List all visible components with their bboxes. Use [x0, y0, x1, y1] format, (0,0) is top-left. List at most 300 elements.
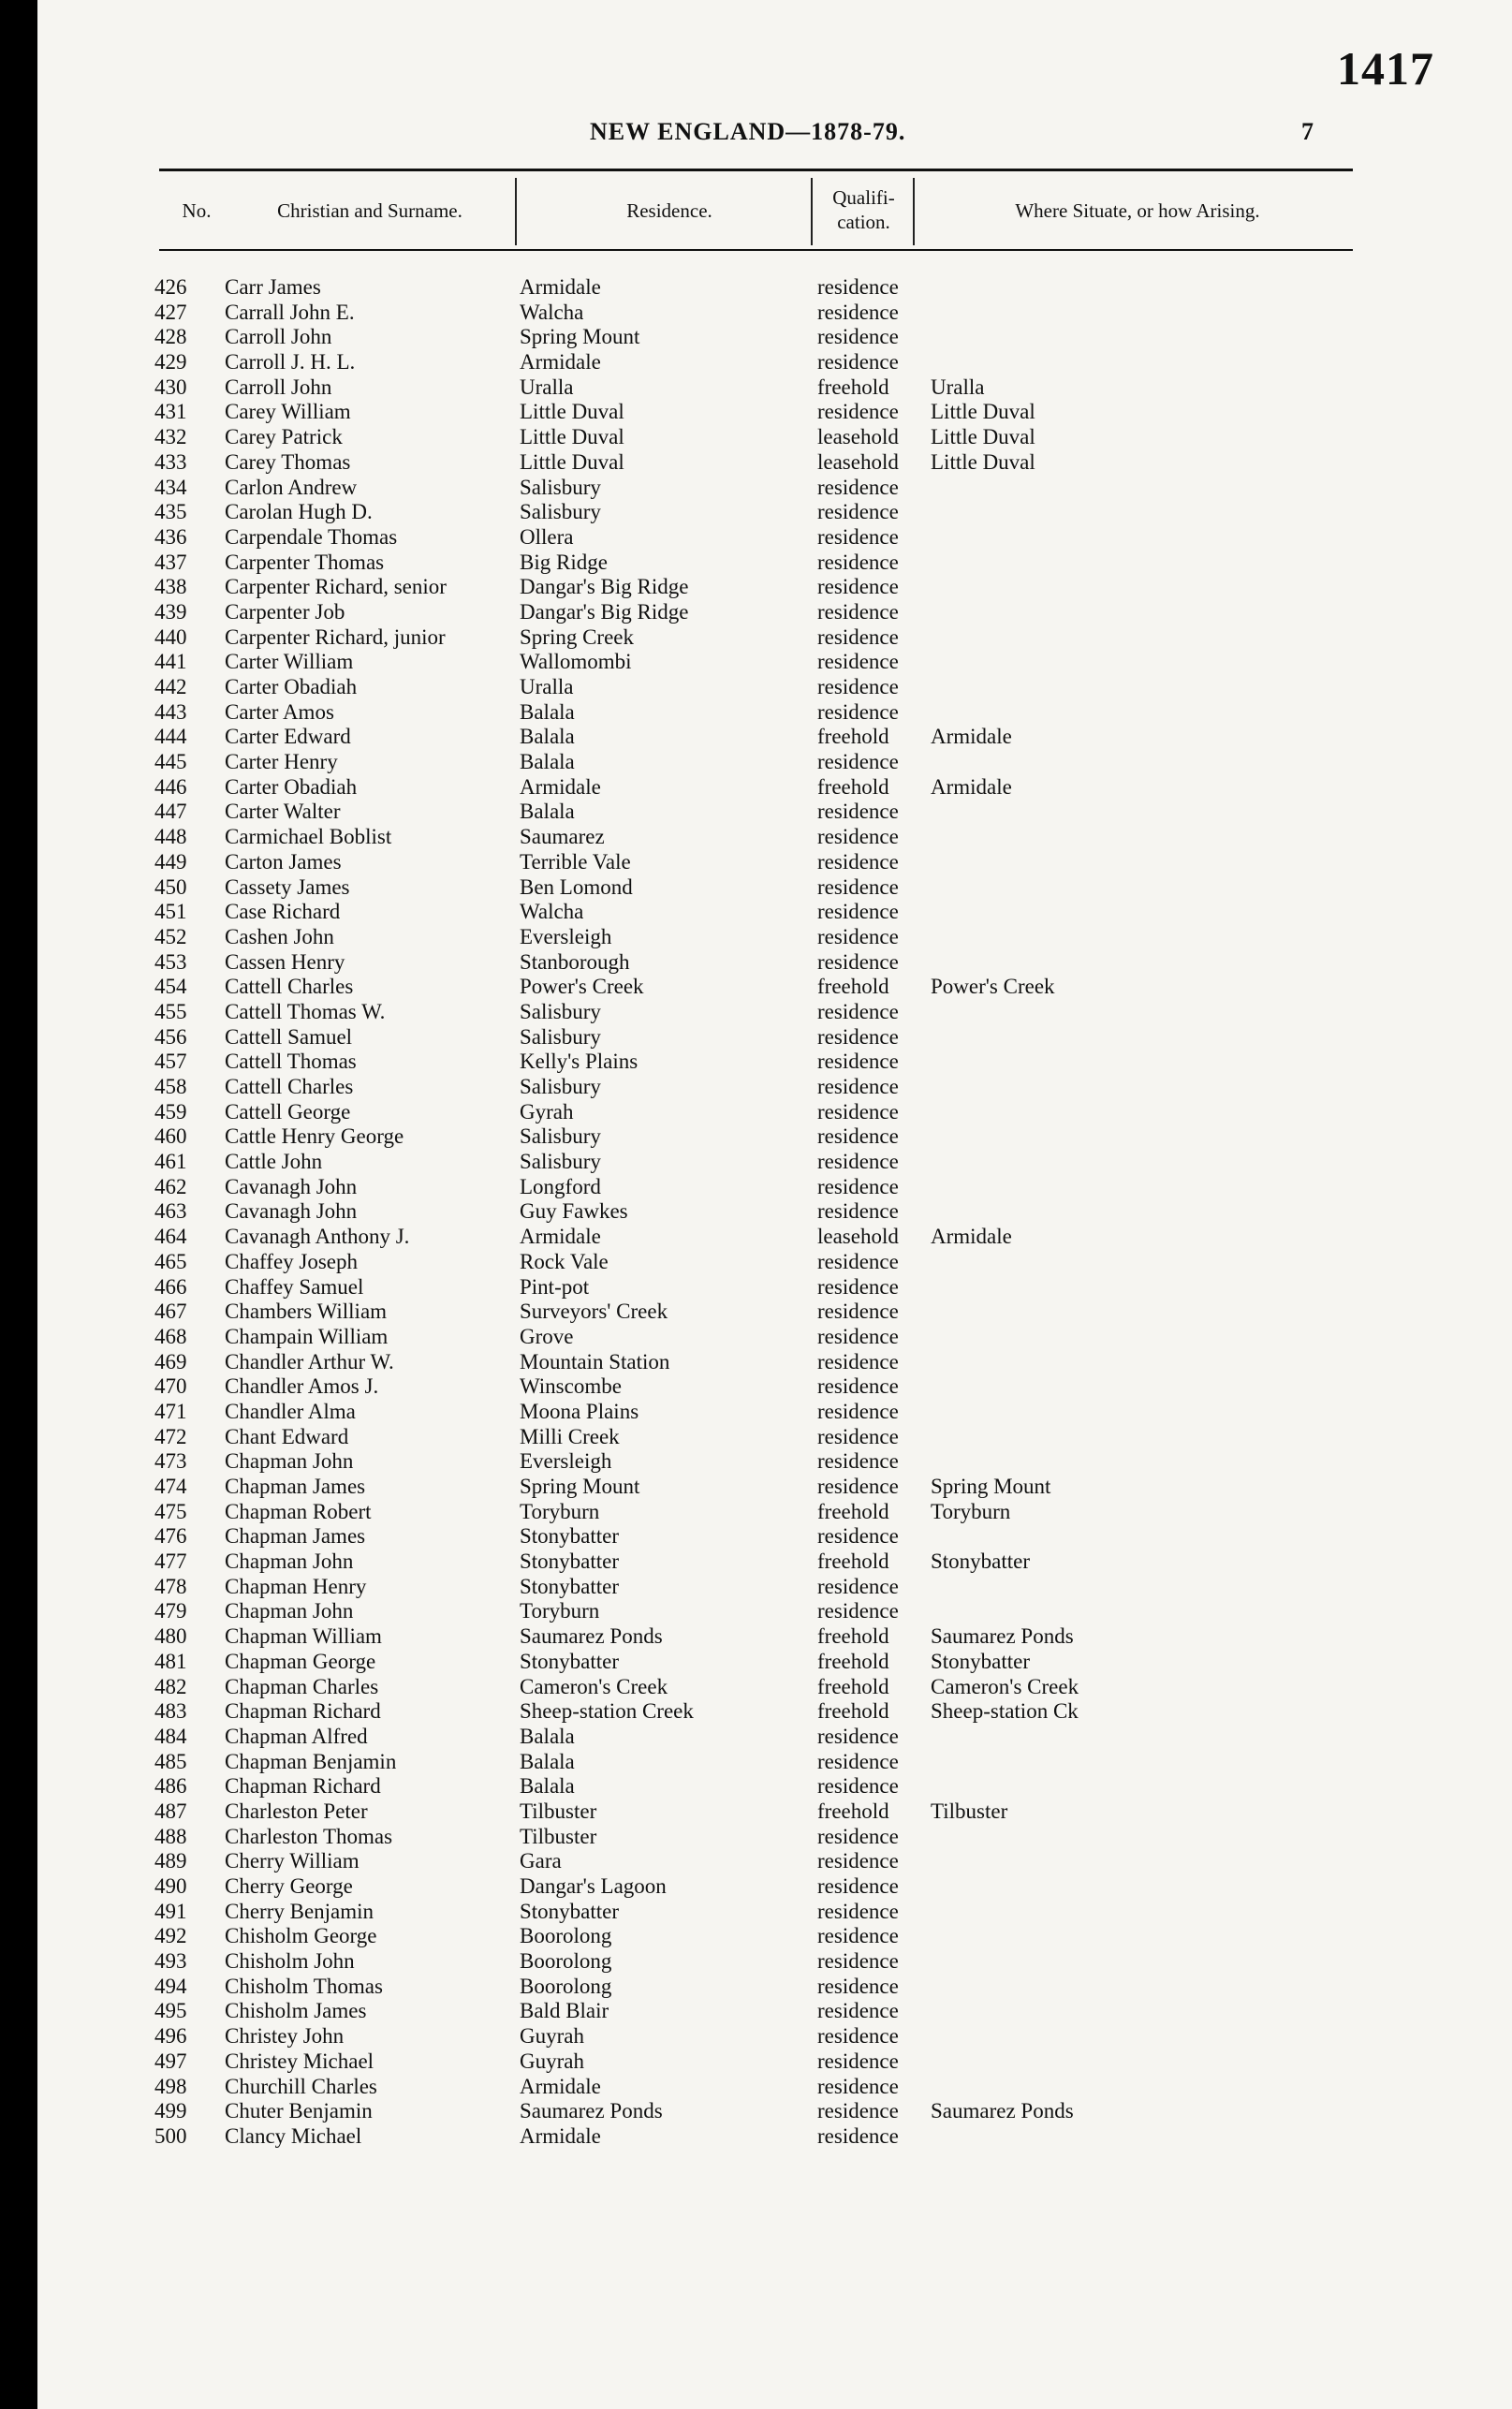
entry-number: 427: [154, 300, 187, 324]
voter-name: Carey William: [225, 400, 351, 424]
residence-cell: Boorolong: [520, 1949, 612, 1974]
voter-name: Chapman Charles: [225, 1674, 379, 1698]
qualification-cell: residence: [817, 650, 899, 674]
voter-name: Chapman George: [225, 1649, 376, 1673]
entry-number: 489: [154, 1849, 187, 1873]
residence-cell: Balala: [520, 1774, 575, 1799]
table-row: [37, 1924, 1512, 1949]
table-row: [37, 1050, 1512, 1075]
voter-name: Carter Amos: [225, 699, 334, 724]
entry-number: 492: [154, 1924, 187, 1948]
residence-cell: Tilbuster: [520, 1824, 597, 1848]
residence-cell: Balala: [520, 725, 575, 749]
voter-name: Cherry Benjamin: [225, 1899, 374, 1923]
table-row: [37, 775, 1512, 801]
entry-number: 453: [154, 949, 187, 974]
entry-number: 432: [154, 425, 187, 449]
voter-name: Chapman Richard: [225, 1774, 381, 1799]
qualification-cell: residence: [817, 1075, 899, 1098]
residence-cell: Saumarez: [520, 825, 605, 849]
voter-name: Cassety James: [225, 874, 350, 899]
residence-cell: Stonybatter: [520, 1524, 620, 1549]
entry-number: 434: [154, 475, 187, 499]
table-row: [37, 700, 1512, 726]
voter-name: Case Richard: [225, 900, 341, 924]
table-row: [37, 2049, 1512, 2075]
voter-name: Chaffey Joseph: [225, 1249, 359, 1273]
qualification-cell: freehold: [817, 1624, 889, 1649]
residence-cell: Little Duval: [520, 449, 624, 474]
table-row: [37, 1524, 1512, 1550]
where-situate-cell: Sheep-station Ck: [931, 1699, 1079, 1724]
residence-cell: Boorolong: [520, 1924, 612, 1948]
voter-name: Champain William: [225, 1324, 389, 1348]
qualification-cell: residence: [817, 1174, 899, 1198]
table-row: [37, 650, 1512, 675]
residence-cell: Stonybatter: [520, 1649, 620, 1673]
entry-number: 486: [154, 1774, 187, 1799]
voter-name: Churchill Charles: [225, 2074, 377, 2098]
residence-cell: Eversleigh: [520, 1449, 612, 1474]
where-situate-cell: Toryburn: [931, 1499, 1011, 1523]
voter-name: Clancy Michael: [225, 2123, 362, 2148]
voter-name: Chapman Alfred: [225, 1724, 368, 1748]
voter-name: Chambers William: [225, 1300, 388, 1324]
entry-number: 481: [154, 1649, 187, 1673]
qualification-cell: residence: [817, 2024, 899, 2049]
where-situate-cell: Stonybatter: [931, 1550, 1031, 1574]
residence-cell: Salisbury: [520, 1024, 601, 1049]
qualification-cell: residence: [817, 1774, 899, 1799]
qualification-cell: residence: [817, 1974, 899, 1998]
qualification-cell: residence: [817, 1524, 899, 1549]
voter-name: Carroll J. H. L.: [225, 350, 356, 375]
page-number: 7: [1301, 118, 1314, 145]
entry-number: 487: [154, 1799, 187, 1823]
table-row: [37, 1999, 1512, 2024]
table-row: [37, 950, 1512, 976]
residence-cell: Saumarez Ponds: [520, 1624, 663, 1649]
qualification-cell: freehold: [817, 1499, 889, 1523]
entry-number: 488: [154, 1824, 187, 1848]
residence-cell: Salisbury: [520, 999, 601, 1023]
residence-cell: Stonybatter: [520, 1574, 620, 1598]
residence-cell: Longford: [520, 1174, 601, 1198]
where-situate-cell: Stonybatter: [931, 1649, 1031, 1673]
qualification-cell: residence: [817, 1424, 899, 1448]
residence-cell: Rock Vale: [520, 1249, 609, 1273]
voter-name: Charleston Peter: [225, 1799, 368, 1823]
residence-cell: Saumarez Ponds: [520, 2099, 663, 2123]
residence-cell: Stanborough: [520, 949, 630, 974]
table-row: [37, 725, 1512, 750]
residence-cell: Milli Creek: [520, 1424, 620, 1448]
table-row: [37, 1849, 1512, 1874]
residence-cell: Big Ridge: [520, 550, 608, 574]
qualification-cell: freehold: [817, 725, 889, 749]
qualification-cell: residence: [817, 500, 899, 524]
entry-number: 473: [154, 1449, 187, 1474]
entry-number: 493: [154, 1949, 187, 1974]
qualification-cell: residence: [817, 325, 899, 349]
voter-name: Cattell Charles: [225, 1075, 354, 1098]
voter-name: Christey John: [225, 2024, 345, 2049]
voter-name: Carmichael Boblist: [225, 825, 392, 849]
table-row: [37, 2124, 1512, 2150]
entry-number: 458: [154, 1075, 187, 1098]
residence-cell: Dangar's Big Ridge: [520, 575, 689, 599]
voter-name: Carpendale Thomas: [225, 524, 398, 549]
entry-number: 443: [154, 699, 187, 724]
qualification-cell: freehold: [817, 375, 889, 399]
where-situate-cell: Spring Mount: [931, 1475, 1051, 1498]
qualification-cell: residence: [817, 575, 899, 599]
table-row: [37, 1150, 1512, 1175]
residence-cell: Grove: [520, 1324, 574, 1348]
entry-number: 462: [154, 1174, 187, 1198]
voter-name: Chapman Benjamin: [225, 1749, 397, 1773]
entry-number: 470: [154, 1374, 187, 1399]
entry-number: 471: [154, 1399, 187, 1423]
qualification-cell: freehold: [817, 1699, 889, 1724]
entry-number: 499: [154, 2099, 187, 2123]
table-row: [37, 1175, 1512, 1200]
entry-number: 480: [154, 1624, 187, 1649]
qualification-cell: residence: [817, 1999, 899, 2023]
qualification-cell: residence: [817, 750, 899, 774]
residence-cell: Boorolong: [520, 1974, 612, 1998]
table-row: [37, 1325, 1512, 1350]
table-row: [37, 1124, 1512, 1150]
entry-number: 463: [154, 1199, 187, 1224]
voter-name: Carter Edward: [225, 725, 351, 749]
voter-name: Carter Henry: [225, 750, 338, 774]
qualification-cell: residence: [817, 949, 899, 974]
where-situate-cell: Little Duval: [931, 449, 1035, 474]
table-row: [37, 500, 1512, 525]
qualification-cell: residence: [817, 1899, 899, 1923]
table-row: [37, 1699, 1512, 1725]
entry-number: 464: [154, 1225, 187, 1249]
entry-number: 436: [154, 524, 187, 549]
where-situate-cell: Armidale: [931, 774, 1012, 799]
voter-name: Carlon Andrew: [225, 475, 358, 499]
residence-cell: Salisbury: [520, 1150, 601, 1174]
entry-number: 474: [154, 1475, 187, 1498]
entry-number: 491: [154, 1899, 187, 1923]
residence-cell: Guy Fawkes: [520, 1199, 628, 1224]
qualification-cell: residence: [817, 1924, 899, 1948]
table-row: [37, 1025, 1512, 1050]
entry-number: 430: [154, 375, 187, 399]
entry-number: 426: [154, 275, 187, 299]
residence-cell: Balala: [520, 699, 575, 724]
entry-number: 472: [154, 1424, 187, 1448]
table-row: [37, 350, 1512, 375]
qualification-cell: residence: [817, 800, 899, 824]
voter-name: Cattell George: [225, 1099, 351, 1124]
residence-cell: Balala: [520, 800, 575, 824]
qualification-cell: residence: [817, 2074, 899, 2098]
voter-name: Cashen John: [225, 924, 334, 948]
table-row: [37, 750, 1512, 775]
qualification-cell: residence: [817, 1599, 899, 1623]
voter-name: Cavanagh Anthony J.: [225, 1225, 410, 1249]
voter-name: Carter Walter: [225, 800, 341, 824]
entry-number: 479: [154, 1599, 187, 1623]
qualification-cell: freehold: [817, 774, 889, 799]
residence-cell: Stonybatter: [520, 1899, 620, 1923]
entry-number: 484: [154, 1724, 187, 1748]
voter-name: Cherry George: [225, 1874, 353, 1898]
residence-cell: Pint-pot: [520, 1274, 590, 1299]
column-divider: [913, 178, 915, 245]
qualification-cell: leasehold: [817, 1225, 899, 1249]
table-row: [37, 450, 1512, 476]
entry-number: 455: [154, 999, 187, 1023]
qualification-cell: residence: [817, 1399, 899, 1423]
entry-number: 445: [154, 750, 187, 774]
voter-name: Chandler Amos J.: [225, 1374, 379, 1399]
qualification-cell: residence: [817, 275, 899, 299]
voter-name: Carpenter Job: [225, 599, 345, 624]
residence-cell: Balala: [520, 1749, 575, 1773]
voter-name: Carr James: [225, 275, 321, 299]
where-situate-cell: Armidale: [931, 725, 1012, 749]
voter-name: Chapman Robert: [225, 1499, 372, 1523]
voter-name: Cattle Henry George: [225, 1124, 404, 1149]
residence-cell: Toryburn: [520, 1599, 600, 1623]
residence-cell: Mountain Station: [520, 1349, 670, 1373]
qualification-cell: freehold: [817, 1799, 889, 1823]
residence-cell: Little Duval: [520, 400, 624, 424]
table-row: [37, 1225, 1512, 1250]
table-row: [37, 1900, 1512, 1925]
table-row: [37, 400, 1512, 425]
entry-number: 461: [154, 1150, 187, 1174]
entry-number: 465: [154, 1249, 187, 1273]
qualification-cell: leasehold: [817, 449, 899, 474]
voter-name: Chuter Benjamin: [225, 2099, 373, 2123]
table-row: [37, 1725, 1512, 1750]
qualification-cell: residence: [817, 1050, 899, 1074]
entry-number: 478: [154, 1574, 187, 1598]
voter-name: Carpenter Thomas: [225, 550, 385, 574]
entry-number: 494: [154, 1974, 187, 1998]
voter-name: Carey Patrick: [225, 425, 343, 449]
qualification-cell: freehold: [817, 975, 889, 999]
column-divider: [515, 178, 517, 245]
qualification-cell: residence: [817, 1574, 899, 1598]
table-row: [37, 1000, 1512, 1025]
voter-name: Chant Edward: [225, 1424, 349, 1448]
entry-number: 450: [154, 874, 187, 899]
voter-name: Cattell Thomas: [225, 1050, 357, 1074]
entry-number: 468: [154, 1324, 187, 1348]
residence-cell: Dangar's Lagoon: [520, 1874, 667, 1898]
entry-number: 429: [154, 350, 187, 375]
where-situate-cell: Cameron's Creek: [931, 1674, 1079, 1698]
residence-cell: Armidale: [520, 275, 601, 299]
qualification-cell: residence: [817, 300, 899, 324]
table-row: [37, 1750, 1512, 1775]
residence-cell: Salisbury: [520, 500, 601, 524]
table-row: [37, 600, 1512, 625]
entry-number: 457: [154, 1050, 187, 1074]
residence-cell: Terrible Vale: [520, 849, 631, 874]
table-row: [37, 925, 1512, 950]
table-row: [37, 1799, 1512, 1825]
table-row: [37, 975, 1512, 1000]
table-row: [37, 850, 1512, 875]
voter-name: Christey Michael: [225, 2049, 374, 2073]
electoral-roll-table: [37, 275, 1512, 2150]
table-row: [37, 1624, 1512, 1650]
residence-cell: Dangar's Big Ridge: [520, 599, 689, 624]
residence-cell: Walcha: [520, 900, 584, 924]
qualification-cell: freehold: [817, 1649, 889, 1673]
residence-cell: Armidale: [520, 774, 601, 799]
voter-name: Carroll John: [225, 375, 332, 399]
column-header-name: Christian and Surname.: [277, 199, 462, 222]
entry-number: 475: [154, 1499, 187, 1523]
voter-name: Carter Obadiah: [225, 774, 358, 799]
residence-cell: Cameron's Creek: [520, 1674, 668, 1698]
voter-name: Carrall John E.: [225, 300, 355, 324]
table-row: [37, 2024, 1512, 2049]
qualification-cell: residence: [817, 475, 899, 499]
entry-number: 442: [154, 675, 187, 698]
qualification-cell: residence: [817, 1274, 899, 1299]
qualification-cell: residence: [817, 2123, 899, 2148]
residence-cell: Salisbury: [520, 1075, 601, 1098]
qualification-cell: residence: [817, 624, 899, 649]
voter-name: Carton James: [225, 849, 342, 874]
qualification-cell: residence: [817, 2049, 899, 2073]
qualification-cell: residence: [817, 1449, 899, 1474]
table-row: [37, 1100, 1512, 1125]
qualification-cell: residence: [817, 1099, 899, 1124]
residence-cell: Toryburn: [520, 1499, 600, 1523]
entry-number: 447: [154, 800, 187, 824]
entry-number: 485: [154, 1749, 187, 1773]
residence-cell: Armidale: [520, 2074, 601, 2098]
table-row: [37, 1949, 1512, 1975]
table-row: [37, 275, 1512, 301]
residence-cell: Ben Lomond: [520, 874, 633, 899]
residence-cell: Power's Creek: [520, 975, 644, 999]
table-row: [37, 1550, 1512, 1575]
entry-number: 446: [154, 774, 187, 799]
table-row: [37, 1275, 1512, 1300]
voter-name: Chandler Alma: [225, 1399, 356, 1423]
residence-cell: Sheep-station Creek: [520, 1699, 694, 1724]
voter-name: Cherry William: [225, 1849, 360, 1873]
residence-cell: Stonybatter: [520, 1550, 620, 1574]
qualification-cell: residence: [817, 999, 899, 1023]
voter-name: Chapman John: [225, 1550, 354, 1574]
qualification-cell: residence: [817, 699, 899, 724]
entry-number: 490: [154, 1874, 187, 1898]
qualification-cell: residence: [817, 550, 899, 574]
entry-number: 440: [154, 624, 187, 649]
residence-cell: Bald Blair: [520, 1999, 609, 2023]
residence-cell: Armidale: [520, 2123, 601, 2148]
entry-number: 476: [154, 1524, 187, 1549]
document-page: [37, 0, 1512, 2409]
qualification-cell: leasehold: [817, 425, 899, 449]
entry-number: 449: [154, 849, 187, 874]
residence-cell: Tilbuster: [520, 1799, 597, 1823]
residence-cell: Guyrah: [520, 2049, 584, 2073]
where-situate-cell: Tilbuster: [931, 1799, 1008, 1823]
voter-name: Carroll John: [225, 325, 332, 349]
residence-cell: Moona Plains: [520, 1399, 639, 1423]
voter-name: Carey Thomas: [225, 449, 351, 474]
voter-name: Chapman James: [225, 1524, 366, 1549]
qualification-cell: residence: [817, 1150, 899, 1174]
entry-number: 477: [154, 1550, 187, 1574]
table-row: [37, 875, 1512, 901]
residence-cell: Gyrah: [520, 1099, 574, 1124]
residence-cell: Spring Mount: [520, 1475, 640, 1498]
table-row: [37, 2075, 1512, 2100]
table-row: [37, 325, 1512, 350]
entry-number: 456: [154, 1024, 187, 1049]
entry-number: 439: [154, 599, 187, 624]
table-row: [37, 1975, 1512, 2000]
qualification-cell: residence: [817, 524, 899, 549]
voter-name: Carter William: [225, 650, 354, 674]
qualification-cell: residence: [817, 874, 899, 899]
voter-name: Chapman William: [225, 1624, 382, 1649]
qualification-cell: residence: [817, 1300, 899, 1324]
residence-cell: Gara: [520, 1849, 562, 1873]
qualification-cell: residence: [817, 849, 899, 874]
qualification-cell: residence: [817, 1249, 899, 1273]
table-row: [37, 1774, 1512, 1799]
voter-name: Chapman John: [225, 1449, 354, 1474]
residence-cell: Wallomombi: [520, 650, 632, 674]
qualification-cell: residence: [817, 1824, 899, 1848]
entry-number: 497: [154, 2049, 187, 2073]
entry-number: 469: [154, 1349, 187, 1373]
qualification-cell: residence: [817, 1849, 899, 1873]
table-row: [37, 800, 1512, 825]
residence-cell: Little Duval: [520, 425, 624, 449]
header-rule-top: [159, 169, 1353, 171]
table-row: [37, 1400, 1512, 1425]
residence-cell: Salisbury: [520, 475, 601, 499]
qualification-cell: residence: [817, 1324, 899, 1348]
qualification-cell: residence: [817, 1724, 899, 1748]
voter-name: Chapman James: [225, 1475, 366, 1498]
column-header-no: No.: [182, 199, 212, 222]
entry-number: 483: [154, 1699, 187, 1724]
table-row: [37, 476, 1512, 501]
table-row: [37, 1374, 1512, 1400]
voter-name: Chandler Arthur W.: [225, 1349, 394, 1373]
table-row: [37, 425, 1512, 450]
residence-cell: Walcha: [520, 300, 584, 324]
entry-number: 433: [154, 449, 187, 474]
table-row: [37, 1475, 1512, 1500]
table-row: [37, 900, 1512, 925]
qualification-cell: residence: [817, 1874, 899, 1898]
qualification-cell: residence: [817, 2099, 899, 2123]
voter-name: Cavanagh John: [225, 1174, 358, 1198]
column-header-where: Where Situate, or how Arising.: [1015, 199, 1260, 222]
